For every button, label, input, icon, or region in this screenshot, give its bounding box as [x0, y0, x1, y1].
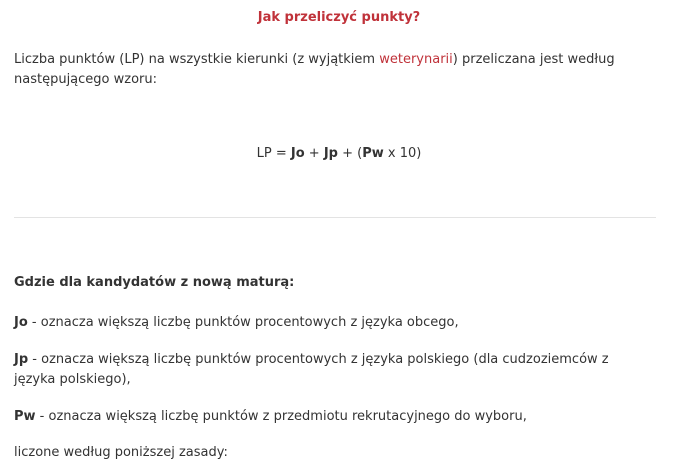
definition-text: - oznacza większą liczbę punktów procentowych z języka obcego, — [27, 315, 459, 330]
definition-jp — [14, 350, 654, 390]
definition-term: Jp — [14, 352, 29, 367]
formula-jo: Jo — [290, 146, 305, 161]
section-heading: Gdzie dla kandydatów z nową maturą: — [14, 275, 295, 290]
weterynaria-link[interactable]: weterynarii — [379, 52, 453, 67]
divider — [14, 217, 656, 218]
definition-text: - oznacza większą liczbę punktów procentowych z języka polskiego (dla cudzoziemców z języka polskiego), — [14, 352, 609, 387]
definition-jo — [14, 313, 654, 333]
formula-suffix: x 10) — [383, 146, 422, 161]
formula-pw: Pw — [362, 146, 384, 161]
page-title: Jak przeliczyć punkty? — [257, 10, 421, 25]
definition-term: Pw — [14, 409, 36, 424]
intro-text-end: ) przeliczana jest według następującego wzoru: — [14, 52, 615, 87]
intro-text-start: Liczba punktów (LP) na wszystkie kierunki (z wyjątkiem — [14, 52, 380, 67]
formula-prefix: LP = — [256, 146, 291, 161]
intro-paragraph — [14, 50, 644, 90]
formula-plus-1: + — [304, 146, 324, 161]
definition-pw — [14, 407, 654, 427]
closing-text: liczone według poniższej zasady: — [14, 445, 228, 460]
formula-plus-2: + ( — [338, 146, 363, 161]
definition-term: Jo — [14, 315, 28, 330]
definition-text: - oznacza większą liczbę punktów z przedmiotu rekrutacyjnego do wyboru, — [35, 409, 527, 424]
formula — [14, 146, 664, 161]
formula-jp: Jp — [323, 146, 338, 161]
